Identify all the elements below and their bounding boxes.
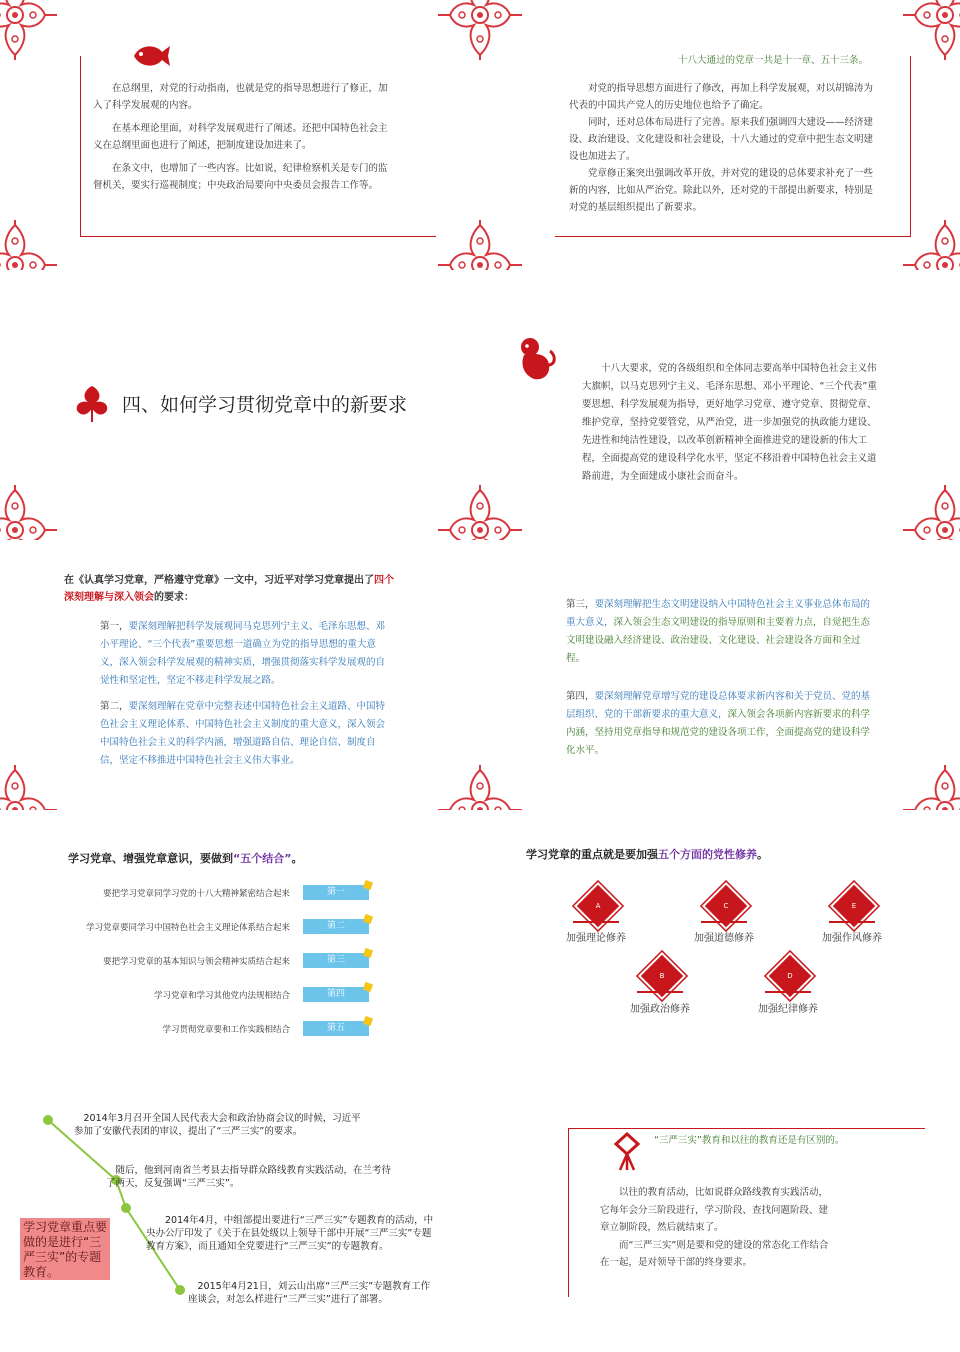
diamond-bar <box>637 991 683 993</box>
item-1 <box>100 618 390 690</box>
item-2 <box>100 698 390 770</box>
diamond-letter: A <box>595 902 601 910</box>
diamond-bar <box>573 921 619 923</box>
callout-box <box>20 1218 110 1280</box>
knot-papercut-icon <box>610 1132 644 1172</box>
slide-2 <box>0 270 960 540</box>
paragraph: 同时，还对总体布局进行了完善。原来我们强调四大建设——经济建设、政治建设、文化建设和社会建设，十八大通过的党章中把生态文明建设也加进去了。 <box>569 117 874 162</box>
item-text: 要深刻理解把科学发展观同马克思列宁主义、毛泽东思想、邓小平理论、“三个代表”重要思想一道确立为党的指导思想的重大意义，深入领会科学发展观的精神实质，增强贯彻落实科学发展观的自觉性和坚定性，坚定不移走科学发展之路。 <box>100 621 386 686</box>
diamond-caption: 加强纪律修养 <box>758 1004 818 1015</box>
combination-label: 学习党章和学习其他党内法规相结合 <box>153 991 290 1001</box>
timeline-dot <box>175 1285 185 1295</box>
heading-text: “三严三实”教育和以往的教育还是有区别的。 <box>654 1135 845 1146</box>
item-number: 第三， <box>566 599 595 610</box>
paragraph: 在总纲里，对党的行动指南，也就是党的指导思想进行了修正，加入了科学发展观的内容。 <box>93 83 388 111</box>
title-text: 。 <box>757 848 768 861</box>
corner-ornament-icon <box>900 0 960 60</box>
intro-text-b: 的要求： <box>154 592 194 603</box>
corner-ornament-icon <box>900 765 960 810</box>
timeline-text: 2014年3月召开全国人民代表大会和政治协商会议的时候，习近平参加了安徽代表团的审议，提出了“三严三实”的要求。 <box>74 1113 361 1137</box>
intro-text-a: 在《认真学习党章，严格遵守党章》一文中，习近平对学习党章提出了 <box>64 575 374 586</box>
paragraph: 十八大要求，党的各级组织和全体同志要高举中国特色社会主义伟大旗帜，以马克思列宁主义、毛泽东思想、邓小平理论、“三个代表”重要思想、科学发展观为指导，更好地学习党章、遵守党章、贯彻党章、维护党章，坚持党要管党，从严治党，进一步加强党的执政能力建设、先进性和纯洁性建设，以改革创新精神全面推进党的建设新的伟大工程，全面提高党的建设科学化水平，坚定不移沿着中国特色社会主义道路前进，为全面建成小康社会而奋斗。 <box>582 363 877 482</box>
right-text <box>569 80 874 216</box>
left-text-box <box>80 56 436 237</box>
title-highlight: 五个方面的党性修养 <box>658 848 757 861</box>
item-4 <box>566 688 874 760</box>
five-cultivations-title <box>526 846 768 862</box>
combination-pill: 第四 <box>303 987 369 1002</box>
title-text: 学习党章、增强党章意识，要做到 <box>68 852 233 865</box>
title-text: 学习党章的重点就是要加强 <box>526 848 658 861</box>
slide-3 <box>0 540 960 810</box>
corner-ornament-icon <box>0 220 60 270</box>
paragraph: 在条文中，也增加了一些内容。比如说，纪律检察机关是专门的监督机关，要实行巡视制度；中央政治局要向中央委员会报告工作等。 <box>93 163 388 191</box>
callout-text: 学习党章重点要做的是进行“三严三实”的专题教育。 <box>23 1220 108 1279</box>
item-3 <box>566 596 874 668</box>
corner-ornament-icon <box>0 485 60 540</box>
diamond-caption: 加强道德修养 <box>694 933 754 944</box>
combination-pill: 第三 <box>303 953 369 968</box>
corner-ornament-icon <box>425 0 535 60</box>
diamond-letter: D <box>787 972 793 980</box>
intro-text <box>64 572 400 606</box>
timeline-text: 随后，他到河南省兰考县去指导群众路线教育实践活动，在兰考待了两天，反复强调“三严三实”。 <box>106 1165 392 1189</box>
five-combinations-title <box>68 850 302 866</box>
monkey-papercut-icon <box>514 335 558 383</box>
diamond-bar <box>829 921 875 923</box>
combination-pill: 第二 <box>303 919 369 934</box>
combination-label: 要把学习党章的基本知识与领会精神实质结合起来 <box>102 957 290 967</box>
right-text-box <box>555 56 911 237</box>
corner-ornament-icon <box>425 765 535 810</box>
timeline-dot <box>121 1203 131 1213</box>
slide-4 <box>0 810 960 1080</box>
intro-highlight: 四个深刻理解与深入领会 <box>64 575 394 603</box>
item-text-green: 深入领会各项新内容新要求的科学内涵，坚持用党章指导和规范党的建设各项工作，全面提高党的建设科学化水平。 <box>566 709 871 756</box>
diamond-caption: 加强作风修养 <box>822 933 882 944</box>
item-text-blue: 要深刻理解把生态文明建设纳入中国特色社会主义事业总体布局的重大意义， <box>566 599 871 628</box>
corner-ornament-icon <box>0 0 60 60</box>
timeline-text: 2015年4月21日，刘云山出席“三严三实”专题教育工作座谈会，对怎么样进行“三严三实”进行了部署。 <box>188 1281 431 1305</box>
diamond-caption: 加强理论修养 <box>566 933 626 944</box>
section-title: 四、如何学习贯彻党章中的新要求 <box>122 394 408 416</box>
item-number: 第二， <box>100 701 129 712</box>
title-text: 。 <box>291 852 303 865</box>
item-number: 第一， <box>100 621 129 632</box>
right-heading <box>654 1132 844 1149</box>
left-text <box>93 80 393 200</box>
timeline-dot <box>43 1115 53 1125</box>
item-text-green: 深入领会生态文明建设的指导原则和主要着力点，自觉把生态文明建设融入经济建设、政治建设、文化建设、社会建设各方面和全过程。 <box>566 617 871 664</box>
item-text: 要深刻理解在党章中完整表述中国特色社会主义道路、中国特色社会主义理论体系、中国特色社会主义制度的重大意义，深入领会中国特色社会主义的科学内涵，增强道路自信、理论自信、制度自信，坚定不移推进中国特色社会主义伟大事业。 <box>100 701 386 766</box>
diamond-caption: 加强政治修养 <box>630 1004 690 1015</box>
paragraph: 而“三严三实”则是要和党的建设的常态化工作结合在一起，是对领导干部的终身要求。 <box>600 1239 829 1268</box>
slide-1 <box>0 0 960 270</box>
corner-ornament-icon <box>425 220 535 270</box>
combination-pill: 第一 <box>303 885 369 900</box>
paragraph: 党章修正案突出强调改革开放，并对党的建设的总体要求补充了一些新的内容，比如从严治党。除此以外，还对党的干部提出新要求，特别是对党的基层组织提出了新要求。 <box>569 168 874 213</box>
section-paragraph <box>582 360 878 492</box>
combination-label: 学习党章要同学习中国特色社会主义理论体系结合起来 <box>85 923 290 933</box>
slide-5 <box>0 1080 960 1352</box>
diamond-letter: E <box>851 902 857 910</box>
item-number: 第四， <box>566 691 595 702</box>
corner-ornament-icon <box>900 485 960 540</box>
diamond-letter: B <box>659 972 665 980</box>
title-highlight: “五个结合” <box>233 852 292 865</box>
right-heading: 十八大通过的党章一共是十一章、五十三条。 <box>678 55 869 66</box>
diamond-bar <box>765 991 811 993</box>
diamond-bar <box>701 921 747 923</box>
paragraph: 在基本理论里面，对科学发展观进行了阐述。还把中国特色社会主义在总纲里面也进行了阐述，把制度建设加进来了。 <box>93 123 388 151</box>
paragraph: 对党的指导思想方面进行了修改，再加上科学发展观，对以胡锦涛为代表的中国共产党人的历史地位也给予了确定。 <box>569 83 874 111</box>
item-text-blue: 要深刻理解党章增写党的建设总体要求新内容和关于党员、党的基层组织、党的干部新要求的重大意义， <box>566 691 871 720</box>
paragraph: 以往的教育活动，比如说群众路线教育实践活动，它每年会分三阶段进行，学习阶段、查找问题阶段、建章立制阶段，然后就结束了。 <box>600 1187 829 1233</box>
diamond-letter: C <box>723 902 729 910</box>
corner-ornament-icon <box>425 485 535 540</box>
combination-pill: 第五 <box>303 1021 369 1036</box>
corner-ornament-icon <box>0 765 60 810</box>
timeline-text: 2014年4月，中组部提出要进行“三严三实”专题教育的活动，中央办公厅印发了《关于在县处级以上领导干部中开展“三严三实”专题教育方案》，而且通知全党要进行“三严三实”的专题教育。 <box>146 1215 434 1252</box>
combination-label: 要把学习党章同学习党的十八大精神紧密结合起来 <box>102 889 290 899</box>
flower-papercut-icon <box>72 382 112 424</box>
right-text <box>600 1184 832 1272</box>
combination-label: 学习贯彻党章要和工作实践相结合 <box>162 1025 290 1035</box>
